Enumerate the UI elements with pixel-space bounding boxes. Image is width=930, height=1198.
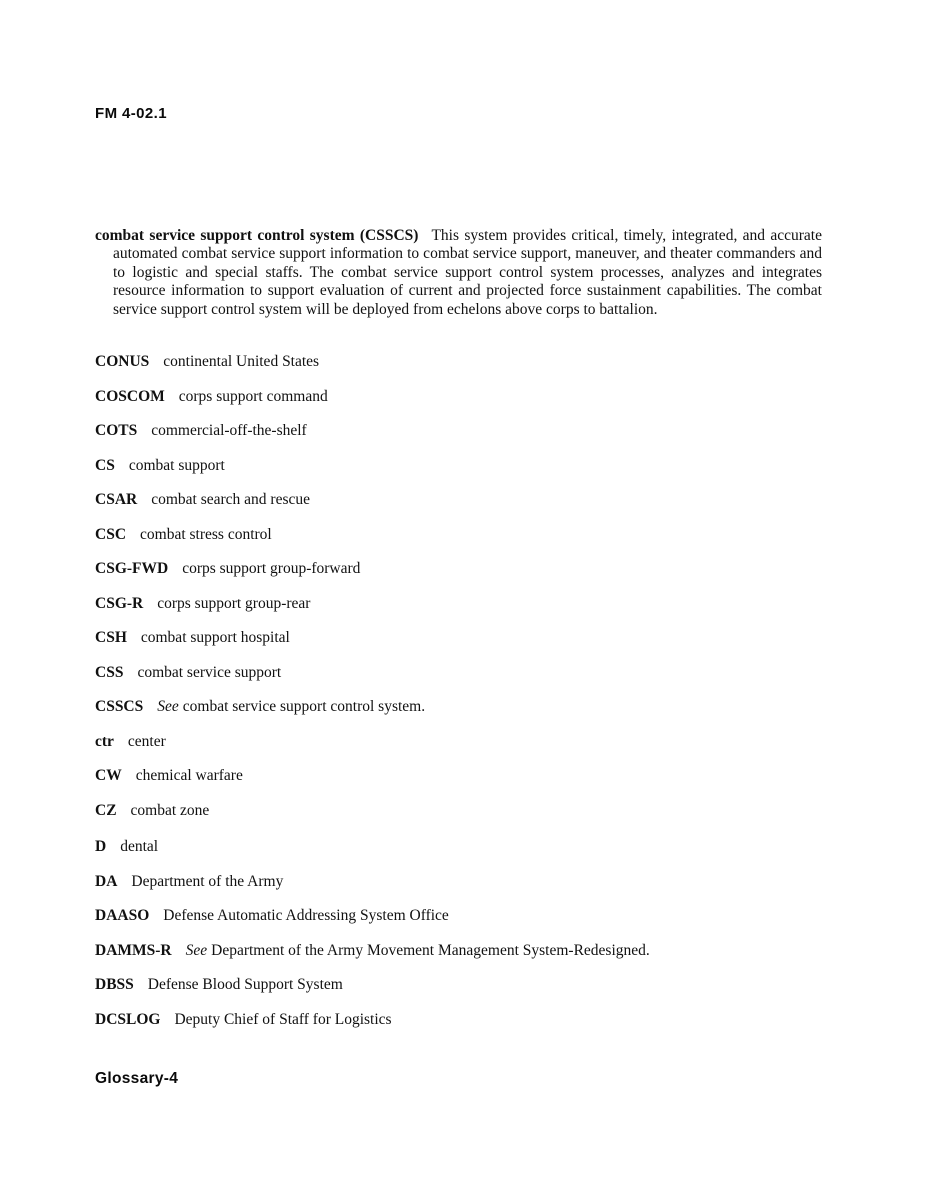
glossary-definition: Department of the Army Movement Management System-Redesigned. (211, 941, 650, 959)
glossary-term: CW (95, 767, 122, 784)
glossary-term: DA (95, 872, 118, 890)
glossary-definition: combat support (128, 456, 225, 474)
glossary-definition: combat stress control (140, 525, 272, 543)
glossary-term: CZ (95, 801, 117, 819)
glossary-entry (95, 941, 822, 960)
glossary-entry (95, 594, 822, 613)
glossary-definition: dental (120, 838, 159, 855)
glossary-definition: Deputy Chief of Staff for Logistics (174, 1010, 392, 1028)
glossary-definition: combat service support control system. (182, 698, 426, 715)
page-header: FM 4-02.1 (95, 105, 167, 122)
glossary-term: D (95, 838, 107, 855)
glossary-term: DBSS (95, 976, 134, 993)
glossary-definition: combat support hospital (140, 629, 290, 646)
glossary-definition: Defense Blood Support System (147, 976, 343, 993)
glossary-term: CSAR (95, 491, 138, 508)
glossary-entry (95, 525, 822, 544)
glossary-term: CSSCS (95, 698, 144, 715)
glossary-term: COSCOM (95, 387, 165, 405)
glossary-entry (95, 906, 822, 925)
glossary-term: CSG-FWD (95, 560, 169, 577)
glossary-term: DCSLOG (95, 1010, 161, 1028)
glossary-entry (95, 628, 822, 647)
glossary-definition: chemical warfare (135, 767, 243, 784)
glossary-entry (95, 766, 822, 785)
glossary-definition: commercial-off-the-shelf (151, 422, 307, 439)
glossary-term: CONUS (95, 353, 150, 370)
glossary-definition: This system provides critical, timely, integrated, and accurate automated combat service support information to combat service support, maneuver, and theater commanders and to logistic and special staffs. The combat service support control system processes, analyzes and integrates resource information to support evaluation of current and projected force sustainment capabilities. The combat service support control system will be deployed from echelons above corps to battalion. (113, 227, 822, 318)
glossary-term: CSC (95, 525, 127, 543)
glossary-entry (95, 732, 822, 751)
glossary-term: COTS (95, 422, 138, 439)
glossary-entry (95, 421, 822, 440)
glossary-definition: Department of the Army (131, 872, 284, 890)
glossary-definition: combat service support (137, 663, 282, 681)
see-reference: See (185, 941, 208, 959)
glossary-term: CSS (95, 663, 124, 681)
glossary-term: ctr (95, 732, 114, 750)
glossary-definition: center (127, 732, 166, 750)
glossary-term: CS (95, 456, 115, 474)
glossary-entry (95, 663, 822, 682)
glossary-entry (95, 456, 822, 475)
glossary-definition: Defense Automatic Addressing System Office (163, 907, 449, 924)
glossary-definition: combat search and rescue (151, 491, 310, 508)
glossary-entry (95, 1010, 822, 1029)
glossary-definition: combat zone (130, 801, 210, 819)
glossary-entry (95, 490, 822, 509)
page-footer: Glossary-4 (95, 1070, 179, 1087)
glossary-entry (95, 872, 822, 891)
glossary-definition: corps support group-forward (182, 560, 361, 577)
glossary-definition: continental United States (163, 353, 320, 370)
see-reference: See (157, 698, 179, 715)
glossary-lead-paragraph (95, 227, 822, 319)
glossary-entry (95, 837, 822, 856)
glossary-entry (95, 559, 822, 578)
glossary-term: CSG-R (95, 594, 144, 612)
glossary-entry (95, 697, 822, 716)
glossary-entry-list (95, 352, 822, 1044)
glossary-term: combat service support control system (CSSCS) (95, 227, 419, 244)
glossary-entry (95, 387, 822, 406)
glossary-term: DAASO (95, 907, 150, 924)
glossary-entry (95, 352, 822, 371)
glossary-term: DAMMS-R (95, 941, 172, 959)
glossary-entry (95, 801, 822, 820)
glossary-term: CSH (95, 629, 127, 646)
glossary-definition: corps support group-rear (157, 594, 311, 612)
glossary-entry (95, 975, 822, 994)
glossary-definition: corps support command (178, 387, 328, 405)
